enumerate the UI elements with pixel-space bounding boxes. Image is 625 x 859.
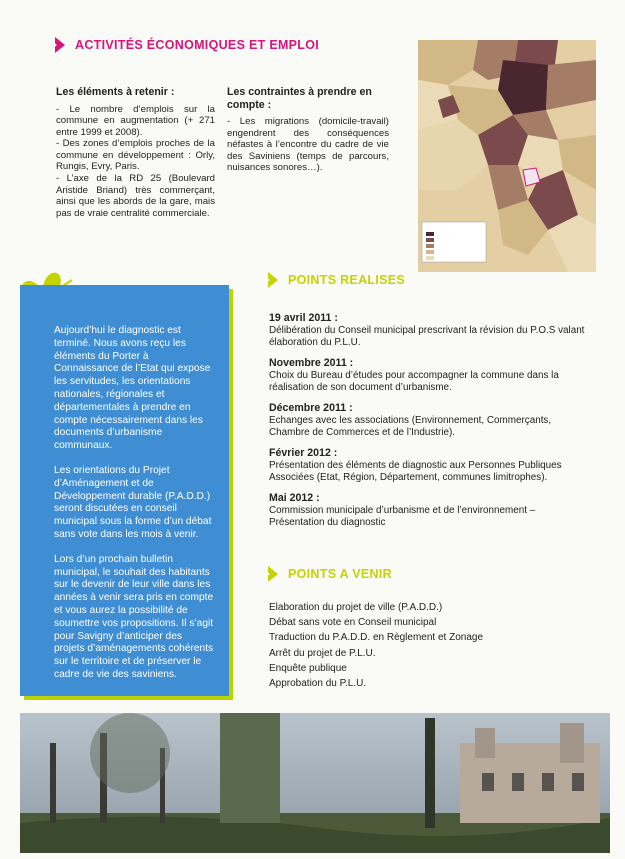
- realise-entry: [269, 312, 591, 349]
- venir-item: Enquête publique: [269, 662, 347, 674]
- photo-illustration: [20, 713, 610, 853]
- retenir-title: Les éléments à retenir :: [56, 86, 175, 98]
- realise-entry: [269, 447, 591, 484]
- map-illustration: [418, 40, 596, 272]
- venir-item: Elaboration du projet de ville (P.A.D.D.): [269, 602, 443, 613]
- contraintes-title: Les contraintes à prendre en compte :: [227, 86, 372, 111]
- entry-desc: Délibération du Conseil municipal prescrivant la révision du P.O.S valant élaboration du P.L.U.: [269, 325, 585, 348]
- venir-item: Débat sans vote en Conseil municipal: [269, 617, 437, 629]
- realises-heading: [268, 272, 405, 288]
- employment-map: [418, 40, 596, 272]
- bottom-photo: [20, 713, 610, 853]
- venir-item: Traduction du P.A.D.D. en Règlement et Zonage: [269, 632, 484, 644]
- intro-paragraph: Les orientations du Projet d’Aménagement et de Développement durable (P.A.D.D.) seront discutées en conseil municipal sous la forme d’un débat sans vote dans les mois à venir.: [54, 464, 212, 540]
- chevron-right-icon: [55, 37, 65, 53]
- entry-desc: Commission municipale d’urbanisme et de l’environnement – Présentation du diagnostic: [269, 505, 536, 528]
- intro-paragraph: Aujourd’hui le diagnostic est terminé. Nous avons reçu les éléments du Porter à Connaissance de l’Etat qui expose les servitudes, les orientations nationales, régionales et départementales à prendre en compte nécessairement dans les documents d’urbanisme communaux.: [54, 325, 211, 452]
- entry-date: Février 2012 :: [269, 447, 338, 459]
- intro-box: [20, 285, 229, 696]
- entry-date: 19 avril 2011 :: [269, 312, 338, 324]
- entry-desc: Présentation des éléments de diagnostic aux Personnes Publiques Associées (Etat, Région, Département, communes limitrophes).: [269, 460, 562, 483]
- entry-date: Décembre 2011 :: [269, 402, 353, 414]
- retenir-item: - L’axe de la RD 25 (Boulevard Aristide Briand) très commerçant, ainsi que les abords de la gare, mais pas de vraie centralité commerciale.: [56, 173, 215, 219]
- realises-title: POINTS REALISES: [288, 273, 406, 287]
- contraintes-item: - Les migrations (domicile-travail) engendrent des conséquences néfastes à l’encontre du cadre de vie des Saviniens (temps de parcours, nuisances sonores…).: [227, 116, 389, 174]
- realise-entry: [269, 357, 591, 394]
- intro-paragraph: Lors d’un prochain bulletin municipal, le souhait des habitants sur le devenir de leur ville dans les années à venir sera pris en compte et vous aurez la possibilité de soumettre vos propositions. Il s’agit pour Savigny d’anticiper des projets d’aménagements cohérents sur le territoire et de préserver le cadre de vie des saviniens.: [54, 553, 214, 680]
- retenir-item: - Le nombre d’emplois sur la commune en augmentation (+ 271 entre 1999 et 2008).: [56, 103, 215, 138]
- entry-desc: Echanges avec les associations (Environnement, Commerçants, Chambre de Commerces et de l’Industrie).: [269, 415, 552, 438]
- retenir-column: [56, 86, 215, 219]
- economie-title: ACTIVITÉS ÉCONOMIQUES ET EMPLOI: [75, 38, 320, 52]
- chevron-right-icon: [268, 566, 278, 582]
- chevron-right-icon: [268, 272, 278, 288]
- venir-item: Approbation du P.L.U.: [269, 678, 367, 690]
- realises-list: [269, 312, 591, 537]
- economie-heading: [55, 37, 319, 53]
- venir-heading: [268, 566, 392, 582]
- venir-item: Arrêt du projet de P.L.U.: [269, 647, 376, 659]
- entry-desc: Choix du Bureau d’études pour accompagner la commune dans la réalisation de son document d’urbanisme.: [269, 370, 559, 393]
- contraintes-column: [227, 86, 389, 174]
- venir-title: POINTS A VENIR: [288, 567, 392, 581]
- venir-list: [269, 600, 591, 691]
- realise-entry: [269, 492, 591, 529]
- retenir-item: - Des zones d’emplois proches de la commune en développement : Orly, Rungis, Evry, Paris.: [56, 138, 215, 173]
- entry-date: Mai 2012 :: [269, 492, 320, 504]
- realise-entry: [269, 402, 591, 439]
- entry-date: Novembre 2011 :: [269, 357, 354, 369]
